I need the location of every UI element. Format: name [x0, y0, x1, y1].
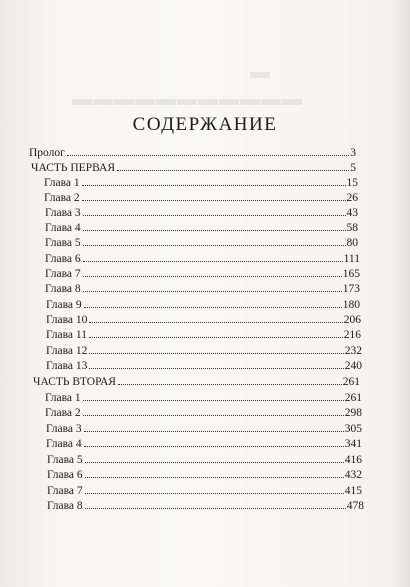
toc-entry-leader — [83, 400, 344, 401]
toc-entry-leader — [84, 446, 344, 447]
toc-entry-chapter — [45, 236, 358, 250]
toc-entry-leader — [82, 185, 346, 186]
toc-entry-part-one — [31, 161, 356, 175]
toc-entry-leader — [89, 353, 343, 354]
toc-entry-label: Глава 2 — [44, 192, 80, 204]
toc-entry-leader — [82, 200, 346, 201]
toc-entry-leader — [83, 245, 346, 246]
toc-entry-label: Глава 8 — [47, 500, 83, 512]
toc-entry-page: 415 — [344, 485, 362, 497]
toc-entry-chapter — [47, 468, 362, 482]
toc-entry-label: Глава 5 — [47, 454, 83, 466]
toc-entry-label: Глава 11 — [46, 329, 87, 341]
toc-entry-label: Глава 6 — [47, 469, 83, 481]
toc-entry-page: 43 — [346, 207, 358, 219]
toc-entry-chapter — [46, 437, 362, 451]
toc-entry-leader — [85, 462, 344, 463]
toc-entry-leader — [118, 384, 342, 385]
toc-entry-chapter — [46, 422, 362, 436]
toc-entry-chapter — [45, 282, 360, 296]
toc-entry-page: 15 — [346, 177, 358, 189]
toc-entry-leader — [85, 477, 344, 478]
toc-entry-label: Глава 5 — [45, 237, 81, 249]
toc-entry-leader — [84, 307, 342, 308]
toc-entry-page: 478 — [346, 500, 364, 512]
page-title: СОДЕРЖАНИЕ — [132, 114, 278, 135]
toc-entry-label: Глава 7 — [45, 268, 81, 280]
toc-entry-page: 165 — [342, 268, 360, 280]
toc-entry-leader — [85, 493, 344, 494]
toc-entry-label: Глава 10 — [46, 314, 88, 326]
toc-entry-leader — [83, 261, 343, 262]
toc-entry-chapter — [46, 298, 360, 312]
toc-entry-chapter — [46, 328, 361, 342]
toc-entry-page: 180 — [342, 299, 360, 311]
toc-entry-chapter — [47, 499, 364, 513]
toc-entry-page: 432 — [344, 469, 362, 481]
toc-entry-page: 26 — [346, 192, 358, 204]
toc-entry-page: 111 — [343, 253, 360, 265]
toc-entry-chapter — [45, 267, 360, 281]
toc-entry-page: 232 — [344, 345, 362, 357]
toc-entry-leader — [84, 431, 344, 432]
toc-entry-page: 216 — [343, 329, 361, 341]
toc-entry-leader — [89, 322, 342, 323]
toc-entry-label: Глава 12 — [46, 345, 88, 357]
toc-entry-leader — [67, 155, 349, 156]
toc-entry-label: Глава 6 — [45, 253, 81, 265]
toc-entry-page: 173 — [342, 283, 360, 295]
toc-entry-chapter — [45, 221, 358, 235]
toc-entry-leader — [85, 508, 346, 509]
toc-entry-leader — [83, 276, 342, 277]
toc-entry-page: 261 — [342, 376, 360, 388]
toc-entry-page: 58 — [346, 222, 358, 234]
toc-entry-chapter — [45, 406, 362, 420]
toc-entry-chapter — [47, 453, 362, 467]
toc-entry-page: 298 — [344, 407, 362, 419]
toc-entry-label: Глава 7 — [47, 485, 83, 497]
toc-entry-label: Глава 4 — [46, 438, 82, 450]
toc-entry-page: 5 — [350, 162, 356, 174]
toc-entry-label: Глава 1 — [45, 392, 81, 404]
toc-entry-chapter — [46, 359, 362, 373]
toc-entry-label: Глава 13 — [46, 360, 88, 372]
toc-entry-label: Глава 2 — [45, 407, 81, 419]
toc-entry-chapter — [46, 313, 361, 327]
toc-entry-page: 261 — [344, 392, 362, 404]
toc-entry-label: ЧАСТЬ ПЕРВАЯ — [31, 162, 116, 174]
toc-entry-chapter — [44, 176, 358, 190]
toc-entry-leader — [83, 291, 342, 292]
toc-entry-prolog — [29, 146, 356, 160]
toc-entry-page: 206 — [343, 314, 361, 326]
toc-entry-leader — [117, 170, 349, 171]
toc-entry-label: ЧАСТЬ ВТОРАЯ — [33, 376, 116, 388]
toc-entry-page: 80 — [346, 237, 358, 249]
toc-entry-label: Глава 9 — [46, 299, 82, 311]
toc-entry-page: 305 — [344, 423, 362, 435]
toc-entry-leader — [83, 215, 346, 216]
toc-entry-chapter — [46, 344, 362, 358]
bleed-through-text: ▬▬▬▬▬▬▬▬▬▬▬ — [72, 88, 303, 110]
toc-entry-page: 416 — [344, 454, 362, 466]
toc-entry-leader — [83, 415, 344, 416]
toc-entry-chapter — [45, 391, 362, 405]
toc-entry-chapter — [47, 484, 362, 498]
toc-entry-label: Пролог — [29, 147, 65, 159]
toc-entry-label: Глава 4 — [45, 222, 81, 234]
toc-entry-label: Глава 1 — [44, 177, 80, 189]
toc-entry-leader — [89, 337, 343, 338]
toc-entry-leader — [89, 368, 343, 369]
toc-entry-page: 3 — [350, 147, 356, 159]
toc-entry-label: Глава 8 — [45, 283, 81, 295]
toc-entry-label: Глава 3 — [46, 423, 82, 435]
toc-entry-leader — [83, 230, 346, 231]
toc-entry-page: 240 — [344, 360, 362, 372]
toc-entry-part-two — [33, 375, 360, 389]
toc-entry-chapter — [44, 191, 358, 205]
toc-entry-label: Глава 3 — [45, 207, 81, 219]
bleed-through-mark — [250, 72, 270, 78]
toc-entry-chapter — [45, 252, 360, 266]
toc-entry-chapter — [45, 206, 358, 220]
toc-entry-page: 341 — [344, 438, 362, 450]
